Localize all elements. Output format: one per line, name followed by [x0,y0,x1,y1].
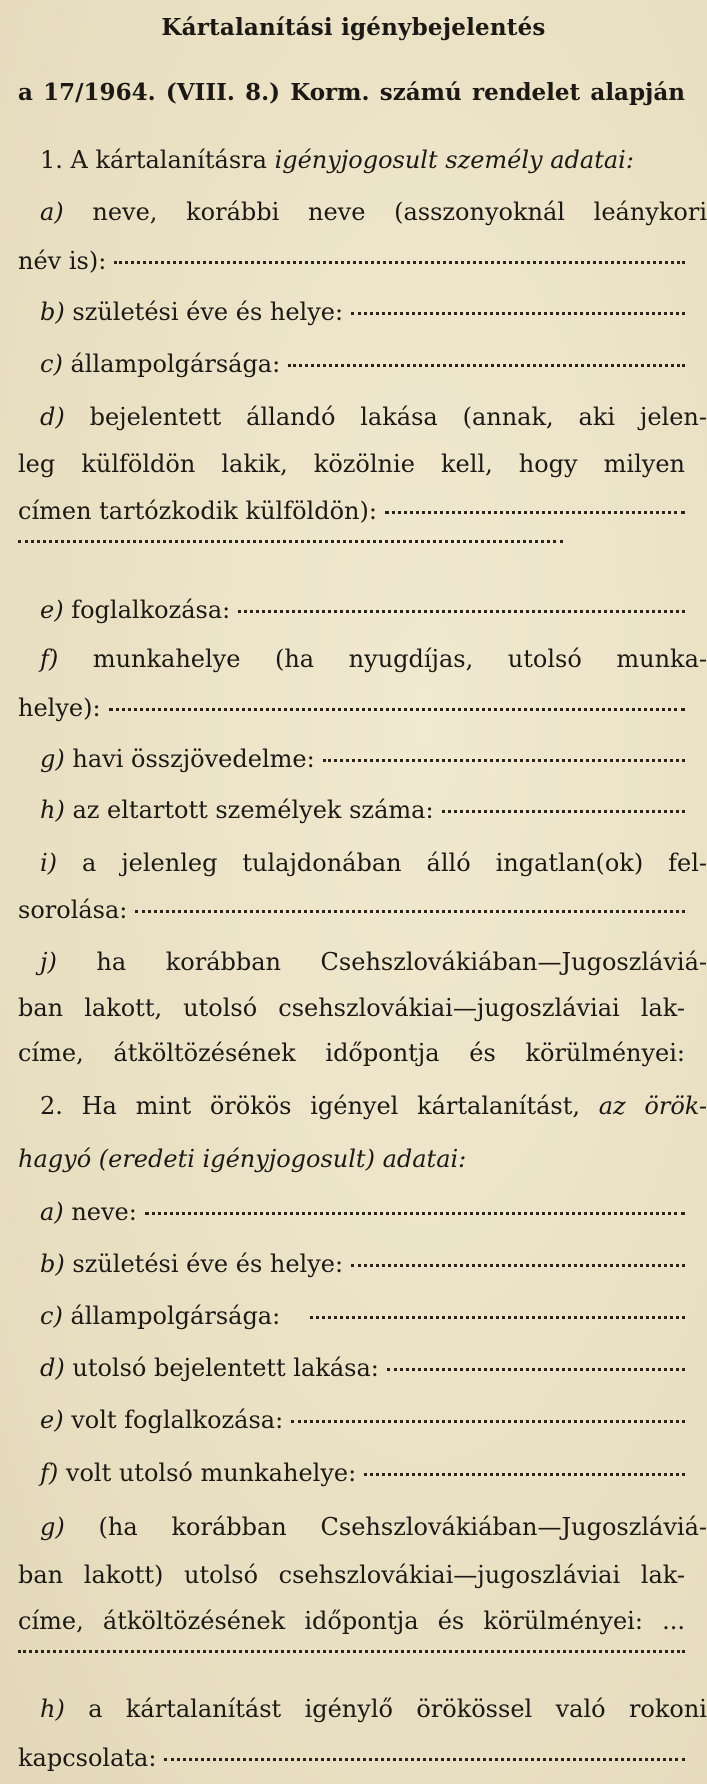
field-2d-residence[interactable]: d) utolsó bejelentett lakása: [18,1352,685,1384]
field-1j-line2: ban lakott, utolsó csehszlovákiai—jugoszláviai lak- [18,994,685,1022]
field-1i-line1: i) a jelenleg tulajdonában álló ingatlan(ok) fel- [40,849,707,877]
field-1j-line1: j) ha korábban Csehszlovákiában—Jugoszláviá- [40,948,707,976]
field-1c-citizenship[interactable]: c) állampolgársága: [18,348,685,380]
field-2h-line1: h) a kártalanítást igénylő örökössel való rokoni [40,1695,707,1723]
field-1d-line1: d) bejelentett állandó lakása (annak, aki jelen- [40,403,707,431]
section1-heading: 1. A kártalanításra igényjogosult személy adatai: [40,146,634,174]
section2-heading-line2: hagyó (eredeti igényjogosult) adatai: [18,1145,467,1173]
field-1d-line2: leg külföldön lakik, közölnie kell, hogy milyen [18,450,685,478]
field-2c-citizenship[interactable]: c) állampolgársága: [18,1300,685,1332]
field-2b-birth[interactable]: b) születési éve és helye: [18,1248,685,1280]
field-2h-relation[interactable]: kapcsolata: [18,1742,685,1774]
field-1e-occupation[interactable]: e) foglalkozása: [18,594,685,626]
field-2g-line2: ban lakott) utolsó csehszlovákiai—jugoszláviai lak- [18,1561,685,1589]
field-1a-line1: a) neve, korábbi neve (asszonyoknál leánykori [40,198,707,226]
field-1g-income[interactable]: g) havi összjövedelme: [18,743,685,775]
form-title: Kártalanítási igénybejelentés [161,14,546,41]
section2-heading-line1: 2. Ha mint örökös igényel kártalanítást, az örök- [40,1092,707,1120]
field-1d-residence[interactable]: címen tartózkodik külföldön): [18,495,685,527]
field-2e-occupation[interactable]: e) volt foglalkozása: [18,1404,685,1436]
field-1a-name[interactable]: név is): [18,245,685,277]
field-1f-line1: f) munkahelye (ha nyugdíjas, utolsó munka- [40,645,707,673]
field-1i-property[interactable]: sorolása: [18,894,685,926]
field-1b-birth[interactable]: b) születési éve és helye: [18,296,685,328]
field-2f-workplace[interactable]: f) volt utolsó munkahelye: [18,1457,685,1489]
field-1j-line3: címe, átköltözésének időpontja és körülményei: [18,1039,685,1067]
field-1h-dependents[interactable]: h) az eltartott személyek száma: [18,794,685,826]
field-1d-extra-line[interactable] [18,540,563,543]
field-2a-name[interactable]: a) neve: [18,1196,685,1228]
field-2g-line3: címe, átköltözésének időpontja és körülményei: ... [18,1607,685,1635]
field-2g-extra-line[interactable] [18,1650,685,1653]
form-subtitle: a 17/1964. (VIII. 8.) Korm. számú rendelet alapján [18,79,685,106]
field-1f-workplace[interactable]: helye): [18,692,685,724]
field-2g-line1: g) (ha korábban Csehszlovákiában—Jugoszláviá- [40,1513,707,1541]
